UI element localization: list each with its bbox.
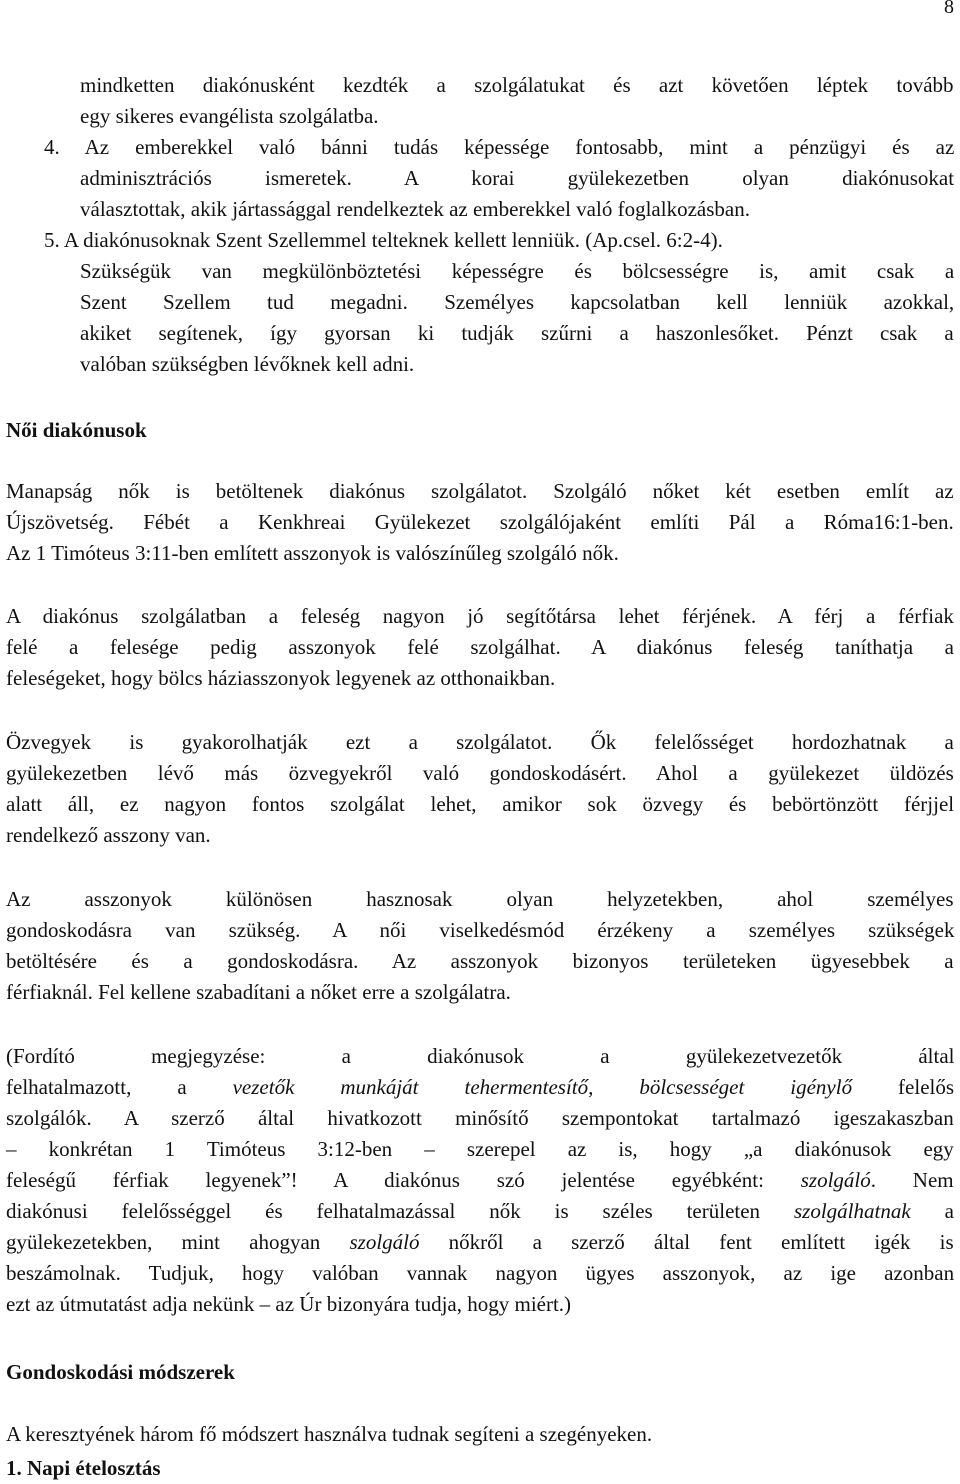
text-line: Szent Szellem tud megadni. Személyes kapcsolatban kell lenniük azokkal, [80,290,955,314]
text-span: nőkről a szerző által fent említett igék is [419,1230,954,1254]
text-line: beszámolnak. Tudjuk, hogy valóban vannak nagyon ügyes asszonyok, az ige azonban [6,1261,955,1285]
text-line [6,1165,954,1195]
text-line: gondoskodásra van szükség. A női viselkedésmód érzékeny a személyes szükségek [6,918,955,942]
text-line: szolgálók. A szerző által hivatkozott minősítő szempontokat tartalmazó igeszakaszban [6,1106,954,1130]
italic-span: szolgálhatnak [793,1199,911,1223]
text-line: gyülekezetben lévő más özvegyekről való gondoskodásért. Ahol a gyülekezet üldözés [6,761,954,785]
text-line: – konkrétan 1 Timóteus 3:12-ben – szerepel az is, hogy „a diakónusok egy [6,1137,954,1161]
text-line: mindketten diakónusként kezdték a szolgálatukat és azt követően léptek tovább [80,73,954,97]
text-span: felelős [852,1075,955,1099]
text-line: Szükségük van megkülönböztetési képességre és bölcsességre is, amit csak a [80,259,955,283]
italic-span: szolgáló [349,1230,420,1254]
text-span: a [910,1199,954,1223]
text-line: betöltésére és a gondoskodásra. Az asszonyok bizonyos területeken ügyesebbek a [6,949,954,973]
text-line: akiket segítenek, így gyorsan ki tudják szűrni a haszonlesőket. Pénzt csak a [80,321,954,345]
section-heading: Női diakónusok [6,418,147,442]
subsection-heading: 1. Napi ételosztás [6,1456,161,1480]
list-item-5: 5. A diakónusoknak Szent Szellemmel telteknek kellett lenniük. (Ap.csel. 6:2-4). [44,228,723,252]
text-line [6,1227,954,1257]
italic-span: szolgáló [800,1168,871,1192]
text-line [6,1196,954,1226]
list-item-4: 4. Az emberekkel való bánni tudás képessége fontosabb, mint a pénzügyi és az [44,135,955,159]
text-line [6,1072,954,1102]
text-line: Az 1 Timóteus 3:11-ben említett asszonyok is valószínűleg szolgáló nők. [6,541,619,565]
text-line: adminisztrációs ismeretek. A korai gyülekezetben olyan diakónusokat [80,166,955,190]
italic-span: vezetők munkáját tehermentesítő, bölcsességet igénylő [232,1075,853,1099]
text-line: valóban szükségben lévőknek kell adni. [80,352,415,376]
text-line: feleségeket, hogy bölcs háziasszonyok legyenek az otthonaikban. [6,666,556,690]
text-span: felhatalmazott, a [6,1075,233,1099]
text-line: Az asszonyok különösen hasznosak olyan helyzetekben, ahol személyes [6,887,954,911]
text-line: választottak, akik jártassággal rendelkeztek az emberekkel való foglalkozásban. [80,197,750,221]
text-line: felé a felesége pedig asszonyok felé szolgálhat. A diakónus feleség taníthatja a [6,635,954,659]
text-line: Újszövetség. Fébét a Kenkhreai Gyülekezet szolgálójaként említi Pál a Róma16:1-ben. [6,510,954,534]
text-line: rendelkező asszony van. [6,823,211,847]
text-span: diakónusi felelősséggel és felhatalmazással nők is széles területen [6,1199,794,1223]
text-line: egy sikeres evangélista szolgálatba. [80,104,379,128]
text-line: (Fordító megjegyzése: a diakónusok a gyülekezetvezetők által [6,1044,955,1068]
text-span: gyülekezetekben, mint ahogyan [6,1230,350,1254]
paragraph: A keresztyének három fő módszert használva tudnak segíteni a szegényeken. [6,1422,653,1446]
page-number: 8 [944,0,954,18]
text-line: Özvegyek is gyakorolhatják ezt a szolgálatot. Ők felelősséget hordozhatnak a [6,730,954,754]
text-line: alatt áll, ez nagyon fontos szolgálat lehet, amikor sok özvegy és bebörtönzött férjjel [6,792,955,816]
text-span: feleségű férfiak legyenek”! A diakónus szó jelentése egyébként: [6,1168,801,1192]
text-line: Manapság nők is betöltenek diakónus szolgálatot. Szolgáló nőket két esetben említ az [6,479,954,503]
text-line: férfiaknál. Fel kellene szabadítani a nőket erre a szolgálatra. [6,980,511,1004]
text-line: A diakónus szolgálatban a feleség nagyon jó segítőtársa lehet férjének. A férj a férfiak [6,604,954,628]
text-span: . Nem [870,1168,954,1192]
text-line: ezt az útmutatást adja nekünk – az Úr bizonyára tudja, hogy miért.) [6,1292,572,1316]
section-heading: Gondoskodási módszerek [6,1360,235,1384]
